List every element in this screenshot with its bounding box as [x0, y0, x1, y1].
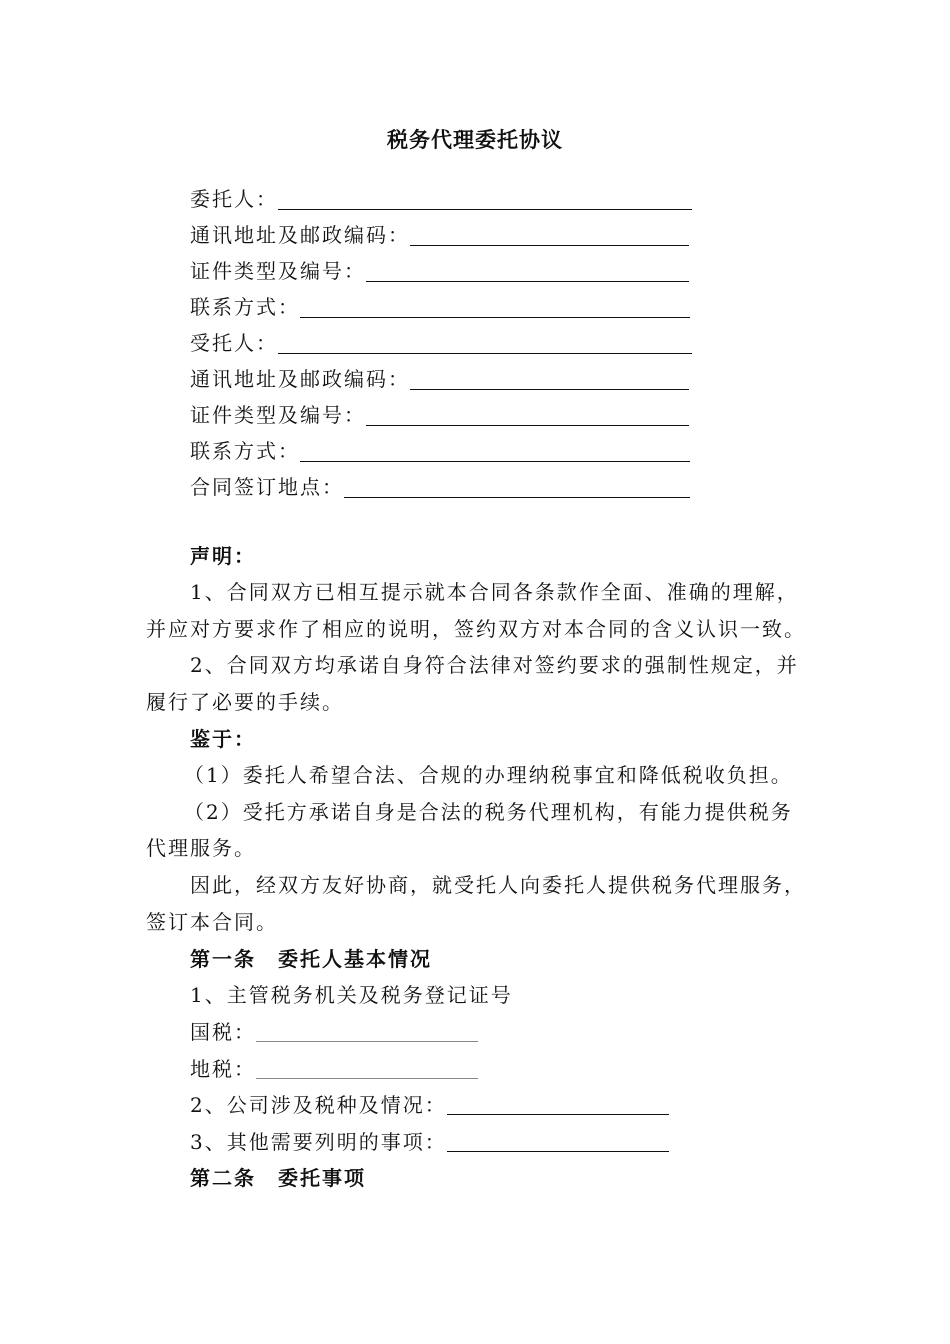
field-client-label: 委托人：	[190, 187, 278, 211]
field-client	[190, 184, 692, 212]
whereas-heading: 鉴于：	[190, 727, 256, 751]
article1-item3-blank[interactable]	[447, 1129, 669, 1152]
field-signing-place	[190, 472, 690, 500]
article1-item1: 1、主管税务机关及税务登记证号	[190, 983, 513, 1007]
field-agent-contact	[190, 436, 690, 464]
article1-item2-blank[interactable]	[447, 1092, 669, 1115]
whereas-conclusion-line1: 因此，经双方友好协商，就受托人向委托人提供税务代理服务，	[190, 873, 806, 897]
national-tax-row	[190, 1019, 478, 1045]
declaration-item2-line1: 2、合同双方均承诺自身符合法律对签约要求的强制性规定，并	[190, 653, 799, 677]
field-agent-address-label: 通讯地址及邮政编码：	[190, 367, 410, 391]
field-client-id	[190, 256, 689, 284]
field-agent-contact-blank[interactable]	[300, 437, 690, 462]
field-agent-label: 受托人：	[190, 331, 278, 355]
article1-item3-label: 3、其他需要列明的事项：	[190, 1130, 447, 1154]
field-agent-address	[190, 364, 689, 392]
field-agent	[190, 328, 692, 356]
declaration-item2-line2: 履行了必要的手续。	[146, 690, 344, 714]
field-agent-blank[interactable]	[278, 329, 692, 354]
local-tax-label: 地税：	[190, 1057, 256, 1081]
declaration-heading: 声明：	[190, 544, 256, 568]
article1-item2-row	[190, 1092, 669, 1118]
national-tax-blank[interactable]	[256, 1019, 478, 1042]
field-client-contact-label: 联系方式：	[190, 295, 300, 319]
field-agent-address-blank[interactable]	[410, 365, 689, 390]
field-signing-place-blank[interactable]	[344, 473, 690, 498]
whereas-item1: （1）委托人希望合法、合规的办理纳税事宜和降低税收负担。	[184, 763, 793, 787]
field-agent-contact-label: 联系方式：	[190, 439, 300, 463]
field-client-address-label: 通讯地址及邮政编码：	[190, 223, 410, 247]
field-client-contact-blank[interactable]	[300, 293, 690, 318]
whereas-item2-line1: （2）受托方承诺自身是合法的税务代理机构，有能力提供税务	[184, 800, 793, 824]
field-client-id-label: 证件类型及编号：	[190, 259, 366, 283]
whereas-item2-line2: 代理服务。	[146, 836, 256, 860]
field-client-blank[interactable]	[278, 185, 692, 210]
field-agent-id-blank[interactable]	[366, 401, 689, 426]
declaration-item1-line2: 并应对方要求作了相应的说明，签约双方对本合同的含义认识一致。	[146, 617, 806, 641]
field-agent-id-label: 证件类型及编号：	[190, 403, 366, 427]
field-client-id-blank[interactable]	[366, 257, 689, 282]
whereas-conclusion-line2: 签订本合同。	[146, 910, 278, 934]
declaration-item1-line1: 1、合同双方已相互提示就本合同各条款作全面、准确的理解，	[190, 580, 799, 604]
local-tax-blank[interactable]	[256, 1056, 478, 1079]
document-title: 税务代理委托协议	[387, 127, 563, 152]
field-client-contact	[190, 292, 690, 320]
field-agent-id	[190, 400, 689, 428]
field-client-address	[190, 220, 689, 248]
article2-heading: 第二条 委托事项	[190, 1166, 366, 1190]
article1-heading: 第一条 委托人基本情况	[190, 947, 432, 971]
national-tax-label: 国税：	[190, 1020, 256, 1044]
article1-item3-row	[190, 1129, 669, 1155]
article1-item2-label: 2、公司涉及税种及情况：	[190, 1093, 447, 1117]
field-client-address-blank[interactable]	[410, 221, 689, 246]
local-tax-row	[190, 1056, 478, 1082]
field-signing-place-label: 合同签订地点：	[190, 475, 344, 499]
